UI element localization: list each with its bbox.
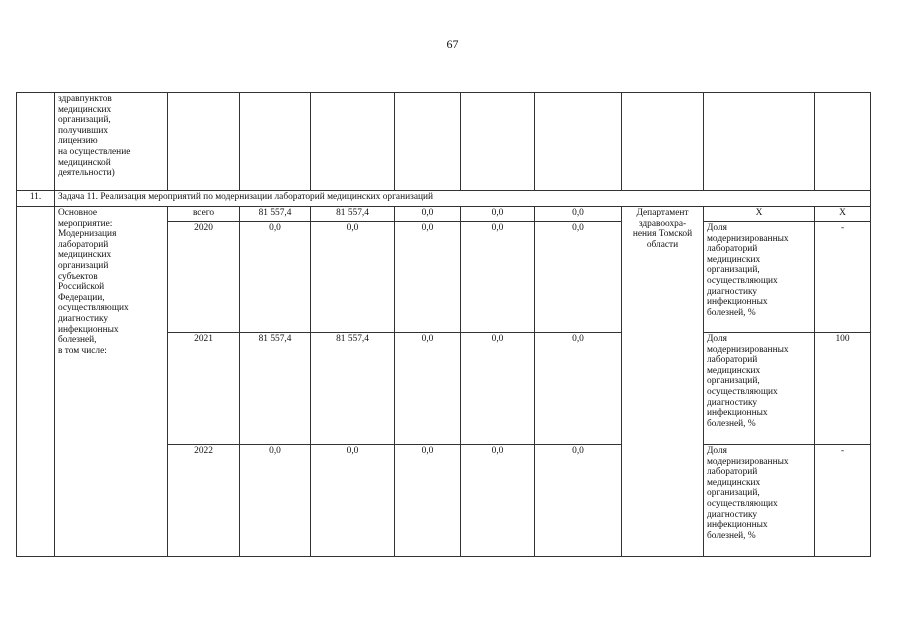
value-cell: 0,0 — [461, 333, 535, 445]
year-cell: 2020 — [168, 222, 240, 333]
year-cell: всего — [168, 207, 240, 222]
task-title: Задача 11. Реализация мероприятий по модернизации лабораторий медицинских организаций — [55, 191, 871, 207]
year-cell: 2021 — [168, 333, 240, 445]
value-cell: 0,0 — [535, 333, 622, 445]
executor-cell: Департамент здравоохра- нения Томской области — [622, 207, 704, 557]
target-cell: 100 — [815, 333, 871, 445]
indicator-cell: Доля модернизированных лабораторий медицинских организаций, осуществляющих диагностику инфекционных болезней, % — [704, 445, 815, 557]
value-cell: 81 557,4 — [311, 207, 395, 222]
value-cell: 0,0 — [240, 445, 311, 557]
value-cell: 0,0 — [395, 222, 461, 333]
value-cell: 0,0 — [395, 445, 461, 557]
event-name: Основное мероприятие: Модернизация лабораторий медицинских организаций субъектов Российской Федерации, осуществляющих диагностику инфекционных болезней, в том числе: — [55, 207, 168, 557]
indicator-cell: Х — [704, 207, 815, 222]
row-number-cell — [17, 93, 55, 191]
row-number-cell — [17, 207, 55, 557]
value-cell: 0,0 — [461, 445, 535, 557]
value-cell: 0,0 — [311, 445, 395, 557]
value-cell: 81 557,4 — [240, 333, 311, 445]
value-cell: 0,0 — [395, 333, 461, 445]
target-cell: Х — [815, 207, 871, 222]
total-row — [17, 207, 871, 222]
indicator-cell: Доля модернизированных лабораторий медицинских организаций, осуществляющих диагностику инфекционных болезней, % — [704, 222, 815, 333]
value-cell: 0,0 — [535, 445, 622, 557]
target-cell: - — [815, 445, 871, 557]
value-cell: 0,0 — [311, 222, 395, 333]
value-cell: 0,0 — [461, 222, 535, 333]
continuation-name-cell: здравпунктов медицинских организаций, получивших лицензию на осуществление медицинской деятельности) — [55, 93, 168, 191]
value-cell: 0,0 — [240, 222, 311, 333]
value-cell: 0,0 — [461, 207, 535, 222]
task-row — [17, 191, 871, 207]
year-cell: 2022 — [168, 445, 240, 557]
indicator-cell: Доля модернизированных лабораторий медицинских организаций, осуществляющих диагностику инфекционных болезней, % — [704, 333, 815, 445]
value-cell: 0,0 — [535, 222, 622, 333]
target-cell: - — [815, 222, 871, 333]
value-cell: 81 557,4 — [240, 207, 311, 222]
continuation-row — [17, 93, 871, 191]
page-number: 67 — [446, 37, 459, 51]
value-cell: 81 557,4 — [311, 333, 395, 445]
value-cell: 0,0 — [535, 207, 622, 222]
task-number: 11. — [17, 191, 55, 207]
value-cell: 0,0 — [395, 207, 461, 222]
budget-table — [16, 92, 871, 557]
